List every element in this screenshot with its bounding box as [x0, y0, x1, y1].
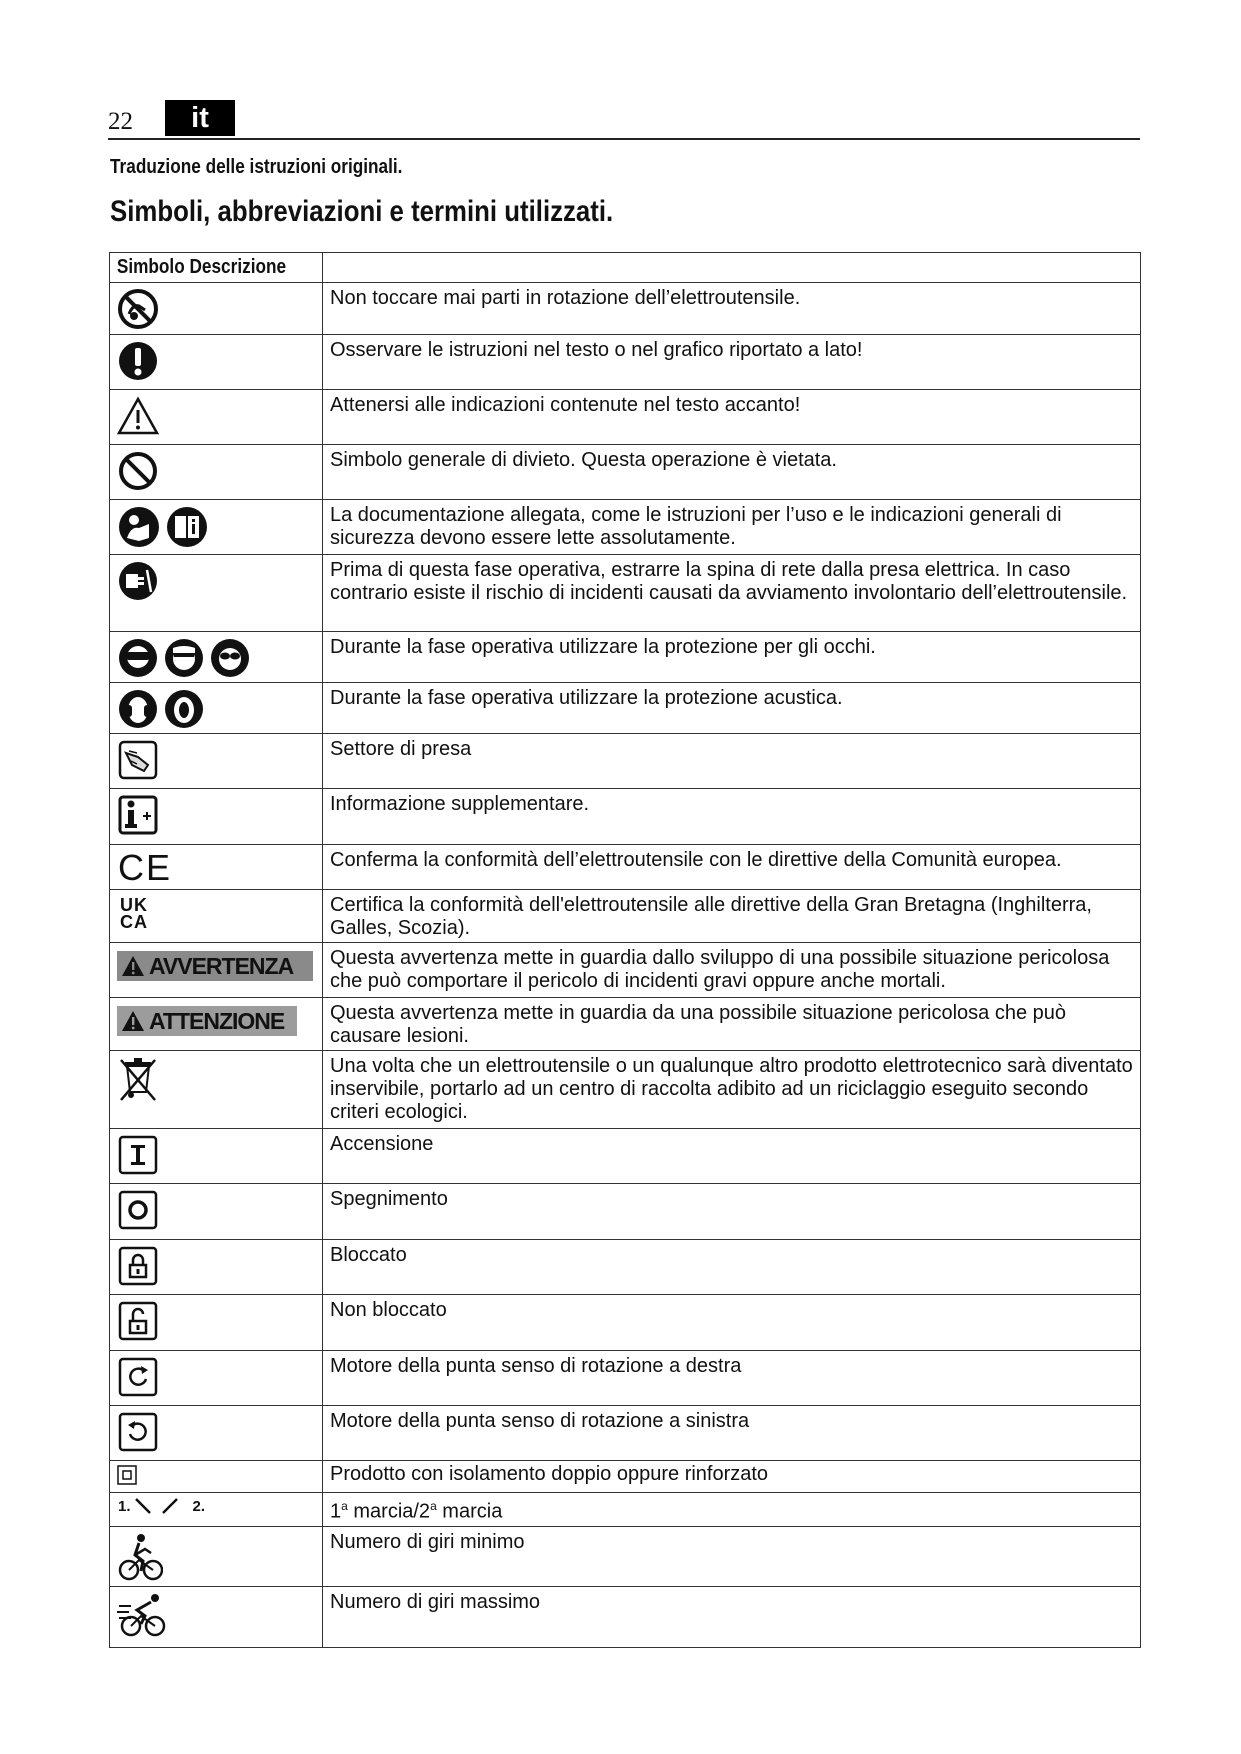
table-row: [110, 998, 1141, 1051]
table-row: [110, 943, 1141, 998]
row-description: Spegnimento: [323, 1184, 1141, 1240]
row-description: Informazione supplementare.: [323, 789, 1141, 845]
table-row: [110, 1586, 1141, 1647]
avvertenza-badge: [117, 951, 313, 981]
unlocked-icon: [117, 1300, 159, 1342]
grip-area-icon: [117, 739, 159, 781]
gear-selection-icon: [110, 1493, 322, 1516]
row-description: Durante la fase operativa utilizzare la protezione acustica.: [323, 683, 1141, 734]
row-description: Non toccare mai parti in rotazione dell’elettroutensile.: [323, 283, 1141, 335]
table-row: [110, 1051, 1141, 1129]
goggles-icon: [117, 637, 159, 679]
face-shield-icon: [163, 637, 205, 679]
double-insulation-icon: [117, 1465, 137, 1485]
table-row: [110, 1461, 1141, 1493]
row-description: Settore di presa: [323, 734, 1141, 789]
speed-max-icon: [117, 1592, 167, 1638]
row-description: Motore della punta senso di rotazione a sinistra: [323, 1406, 1141, 1461]
no-touch-rotating-icon: [117, 288, 159, 330]
rotation-right-icon: [117, 1356, 159, 1398]
table-header-row: [110, 253, 1141, 283]
table-row: [110, 789, 1141, 845]
gear-2-label: 2.: [192, 1497, 206, 1515]
row-description: La documentazione allegata, come le istruzioni per l’uso e le indicazioni generali di sicurezza devono essere lette assolutamente.: [323, 500, 1141, 555]
row-description: Bloccato: [323, 1240, 1141, 1295]
attenzione-label: ATTENZIONE: [149, 1008, 285, 1034]
ca-mark-text: CA: [120, 912, 148, 932]
table-row: [110, 335, 1141, 390]
gear-1-label: 1.: [118, 1497, 131, 1515]
table-row: [110, 1351, 1141, 1406]
doc-subtitle: Traduzione delle istruzioni originali.: [110, 156, 403, 178]
table-row: [110, 555, 1141, 632]
table-row: [110, 445, 1141, 500]
warning-triangle-icon: [121, 1010, 145, 1032]
attenzione-badge: [117, 1006, 297, 1036]
row-description: Conferma la conformità dell’elettroutensile con le direttive della Comunità europea.: [323, 845, 1141, 890]
row-description: Accensione: [323, 1129, 1141, 1184]
drill-bit-down-icon: [133, 1496, 155, 1516]
row-description: Motore della punta senso di rotazione a destra: [323, 1351, 1141, 1406]
locked-icon: [117, 1245, 159, 1287]
row-description: Simbolo generale di divieto. Questa operazione è vietata.: [323, 445, 1141, 500]
warning-triangle-icon: [117, 395, 159, 437]
table-row: [110, 683, 1141, 734]
row-description: Non bloccato: [323, 1295, 1141, 1351]
unplug-icon: [117, 560, 159, 602]
row-description: Prima di questa fase operativa, estrarre la spina di rete dalla presa elettrica. In caso contrario esiste il rischio di incidenti causati da avviamento involontario dell’elettroutensile.: [323, 555, 1141, 632]
read-manual-person-icon: [117, 505, 161, 549]
mandatory-icon: [117, 340, 159, 382]
table-row: [110, 734, 1141, 789]
row-description: Numero di giri massimo: [323, 1586, 1141, 1647]
table-header-label: Simbolo Descrizione: [116, 256, 287, 278]
table-row: [110, 632, 1141, 683]
row-description: Numero di giri minimo: [323, 1526, 1141, 1586]
doc-title: Simboli, abbreviazioni e termini utilizzati.: [110, 195, 614, 228]
page-number: 22: [108, 108, 133, 135]
speed-min-icon: [117, 1532, 163, 1582]
symbols-table: [109, 252, 1141, 1648]
safety-glasses-icon: [209, 637, 251, 679]
row-description: Certifica la conformità dell'elettroutensile alle direttive della Gran Bretagna (Inghilterra, Galles, Scozia).: [323, 890, 1141, 943]
language-tab: it: [165, 100, 235, 136]
power-on-icon: [117, 1134, 159, 1176]
ear-muffs-icon: [117, 688, 159, 730]
rotation-left-icon: [117, 1411, 159, 1453]
row-description: Questa avvertenza mette in guardia da una possibile situazione pericolosa che può causare lesioni.: [323, 998, 1141, 1051]
table-row: [110, 390, 1141, 445]
drill-bit-up-icon: [157, 1496, 191, 1516]
table-row: [110, 1240, 1141, 1295]
uk-mark-text: UK: [120, 895, 148, 915]
table-row: [110, 845, 1141, 890]
power-off-icon: [117, 1189, 159, 1231]
weee-bin-icon: [117, 1056, 159, 1106]
prohibition-icon: [117, 450, 159, 492]
ear-plugs-icon: [163, 688, 205, 730]
row-description: Durante la fase operativa utilizzare la protezione per gli occhi.: [323, 632, 1141, 683]
table-row: [110, 1129, 1141, 1184]
row-description: Attenersi alle indicazioni contenute nel testo accanto!: [323, 390, 1141, 445]
page-header: [108, 100, 1140, 140]
table-row: [110, 1295, 1141, 1351]
table-row: [110, 1493, 1141, 1527]
row-description: Questa avvertenza mette in guardia dallo sviluppo di una possibile situazione pericolosa che può comportare il pericolo di incidenti gravi oppure anche mortali.: [323, 943, 1141, 998]
ce-mark-icon: CE: [118, 847, 173, 888]
table-row: [110, 500, 1141, 555]
manual-book-icon: [165, 505, 209, 549]
table-row: [110, 890, 1141, 943]
avvertenza-label: AVVERTENZA: [149, 953, 294, 979]
row-description: Osservare le istruzioni nel testo o nel grafico riportato a lato!: [323, 335, 1141, 390]
row-description: 1$^a$ marcia/2$^a$ marcia: [323, 1493, 1141, 1527]
warning-triangle-icon: [121, 955, 145, 977]
info-icon: [117, 794, 159, 836]
ukca-mark-icon: [110, 890, 322, 931]
row-description: Prodotto con isolamento doppio oppure rinforzato: [323, 1461, 1141, 1493]
table-row: [110, 1184, 1141, 1240]
table-row: [110, 283, 1141, 335]
row-description: Una volta che un elettroutensile o un qualunque altro prodotto elettrotecnico sarà diventato inservibile, portarlo ad un centro di raccolta adibito ad un riciclaggio eseguito secondo criteri ecologici.: [323, 1051, 1141, 1129]
table-row: [110, 1406, 1141, 1461]
table-row: [110, 1526, 1141, 1586]
